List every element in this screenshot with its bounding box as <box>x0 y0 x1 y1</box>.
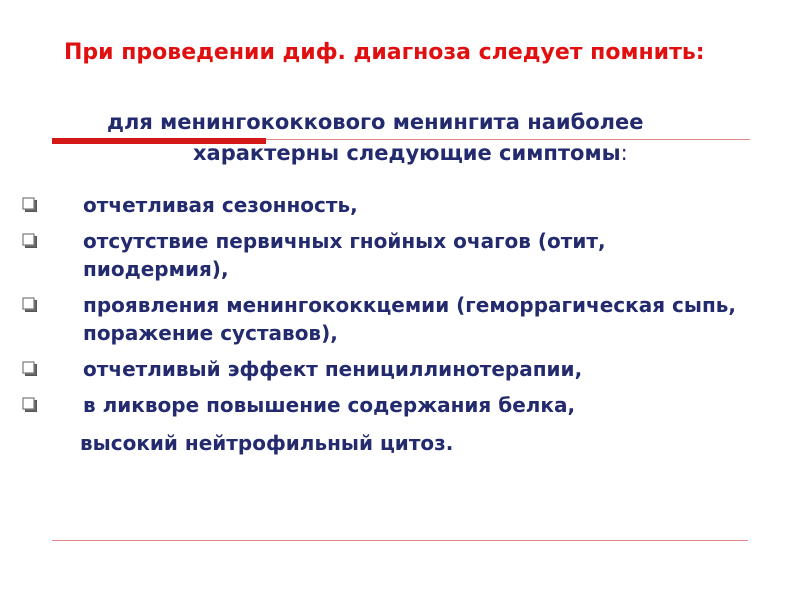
list-item <box>0 291 800 347</box>
subtitle-line-2-text: характерны следующие симптомы <box>193 141 621 165</box>
subtitle-line-1: для менингококкового менингита наиболее <box>107 110 644 134</box>
slide-title: При проведении диф. диагноза следует помнить: <box>64 40 705 65</box>
list-item <box>0 391 800 419</box>
accent-divider-bottom <box>52 540 748 541</box>
checkbox-bullet-icon <box>22 197 38 213</box>
list-item-text: отчетливая сезонность, <box>83 193 358 217</box>
list-item-text: в ликворе повышение содержания белка, <box>83 393 576 417</box>
list-item <box>0 355 800 383</box>
subtitle-colon: : <box>620 141 628 165</box>
checkbox-bullet-icon <box>22 297 38 313</box>
subtitle <box>0 107 800 169</box>
list-item-text: проявления менингококкцемии (геморрагическая сыпь, поражение суставов), <box>83 293 737 345</box>
subtitle-line-2 <box>0 138 800 169</box>
list-item-text: отсутствие первичных гнойных очагов (отит, пиодермия), <box>83 229 606 281</box>
list-item <box>0 191 800 219</box>
checkbox-bullet-icon <box>22 361 38 377</box>
checkbox-bullet-icon <box>22 233 38 249</box>
symptom-list <box>0 191 800 457</box>
list-continuation-text: высокий нейтрофильный цитоз. <box>80 431 454 455</box>
list-item <box>0 227 800 283</box>
checkbox-bullet-icon <box>22 397 38 413</box>
list-item-text: отчетливый эффект пенициллинотерапии, <box>83 357 583 381</box>
